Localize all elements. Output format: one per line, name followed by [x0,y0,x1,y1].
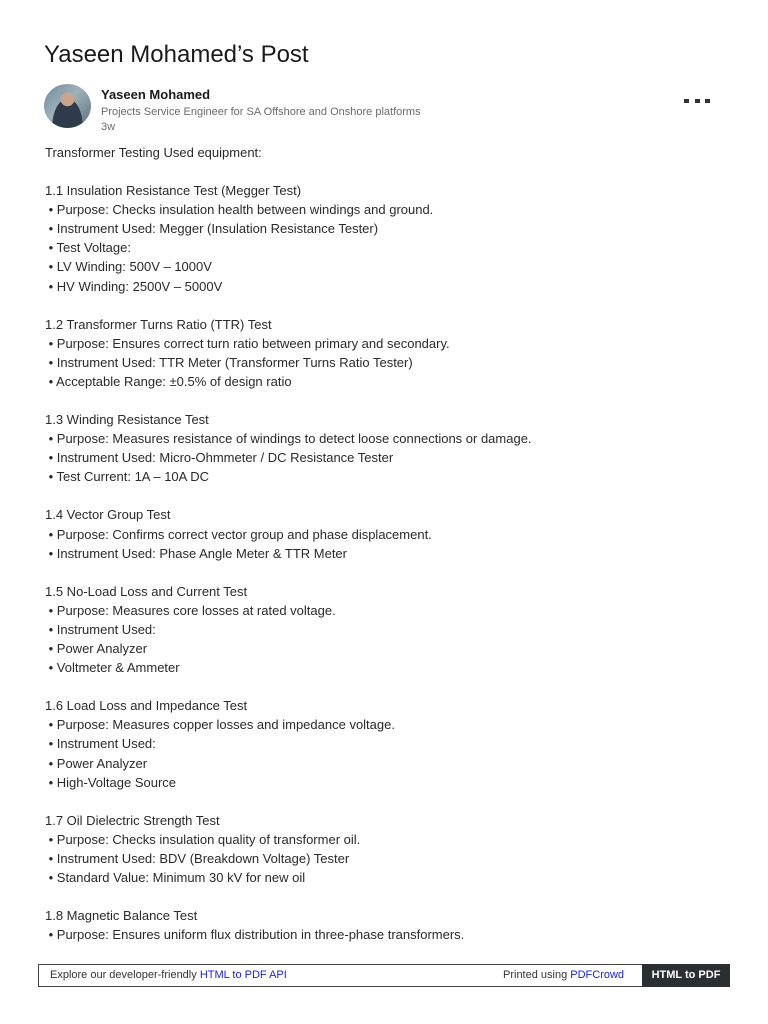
author-headline: Projects Service Engineer for SA Offshore and Onshore platforms [101,106,421,118]
post-line: • Power Analyzer [45,641,148,657]
more-horizontal-icon [705,99,710,103]
html-to-pdf-api-link[interactable]: HTML to PDF API [199,969,287,981]
post-line: • LV Winding: 500V – 1000V [45,259,212,275]
post-line: • Purpose: Measures copper losses and impedance voltage. [45,717,395,733]
author-name[interactable]: Yaseen Mohamed [101,87,211,102]
post-line: 1.1 Insulation Resistance Test (Megger Test) [45,183,302,199]
post-timestamp: 3w [101,121,116,133]
page-title: Yaseen Mohamed’s Post [44,41,309,68]
post-line: • Purpose: Ensures uniform flux distribution in three-phase transformers. [45,927,465,943]
post-line: 1.8 Magnetic Balance Test [45,908,198,924]
post-line: 1.7 Oil Dielectric Strength Test [45,812,220,828]
post-line: • Instrument Used: Megger (Insulation Resistance Tester) [45,221,379,237]
more-options-button[interactable] [684,94,710,108]
post-line: • Instrument Used: TTR Meter (Transformer Turns Ratio Tester) [45,354,413,370]
post-line: • Instrument Used: Micro-Ohmmeter / DC Resistance Tester [45,450,394,466]
post-line: • Instrument Used: BDV (Breakdown Voltage) Tester [45,850,350,866]
post-line: • High-Voltage Source [45,774,177,790]
post-line: • Voltmeter & Ammeter [45,660,180,676]
post-line: • Test Voltage: [45,240,131,256]
post-line: • HV Winding: 2500V – 5000V [45,278,223,294]
post-blank-line [45,887,735,906]
footer-explore [50,969,287,982]
post-line: 1.5 No-Load Loss and Current Test [45,583,248,599]
post-blank-line [45,792,735,811]
post-line: 1.6 Load Loss and Impedance Test [45,698,248,714]
more-horizontal-icon [684,99,689,103]
post-line: Transformer Testing Used equipment: [45,145,262,160]
post-line: • Standard Value: Minimum 30 kV for new oil [45,869,306,885]
post-blank-line [45,486,735,505]
post-line: • Purpose: Confirms correct vector group and phase displacement. [45,526,432,542]
post-line: • Instrument Used: Phase Angle Meter & TTR Meter [45,545,347,561]
post-line: • Purpose: Checks insulation health between windings and ground. [45,202,434,218]
footer-printed [503,969,624,982]
more-horizontal-icon [695,99,700,103]
html-to-pdf-button[interactable]: HTML to PDF [642,964,730,987]
post-line: • Purpose: Checks insulation quality of transformer oil. [45,831,361,847]
footer-explore-text: Explore our developer-friendly [50,969,200,981]
post-blank-line [45,677,735,696]
post-line: • Purpose: Measures resistance of windings to detect loose connections or damage. [45,431,532,447]
post-line: • Purpose: Ensures correct turn ratio between primary and secondary. [45,335,450,351]
post-blank-line [45,162,735,181]
pdf-footer-banner [38,964,730,987]
post-blank-line [45,391,735,410]
footer-printed-text: Printed using [503,969,571,981]
post-line: • Acceptable Range: ±0.5% of design ratio [45,373,292,389]
post-blank-line [45,296,735,315]
post-body [45,143,735,944]
post-line: 1.4 Vector Group Test [45,507,171,523]
post-line: • Test Current: 1A – 10A DC [45,469,210,485]
post-line: • Instrument Used: [45,736,156,752]
post-blank-line [45,563,735,582]
post-line: • Purpose: Measures core losses at rated voltage. [45,602,336,618]
pdfcrowd-link[interactable]: PDFCrowd [570,969,625,981]
post-line: • Instrument Used: [45,621,156,637]
avatar[interactable] [44,84,91,128]
post-author [44,84,724,134]
post-line: 1.2 Transformer Turns Ratio (TTR) Test [45,316,272,332]
post-line: 1.3 Winding Resistance Test [45,412,209,428]
post-line: • Power Analyzer [45,755,148,771]
